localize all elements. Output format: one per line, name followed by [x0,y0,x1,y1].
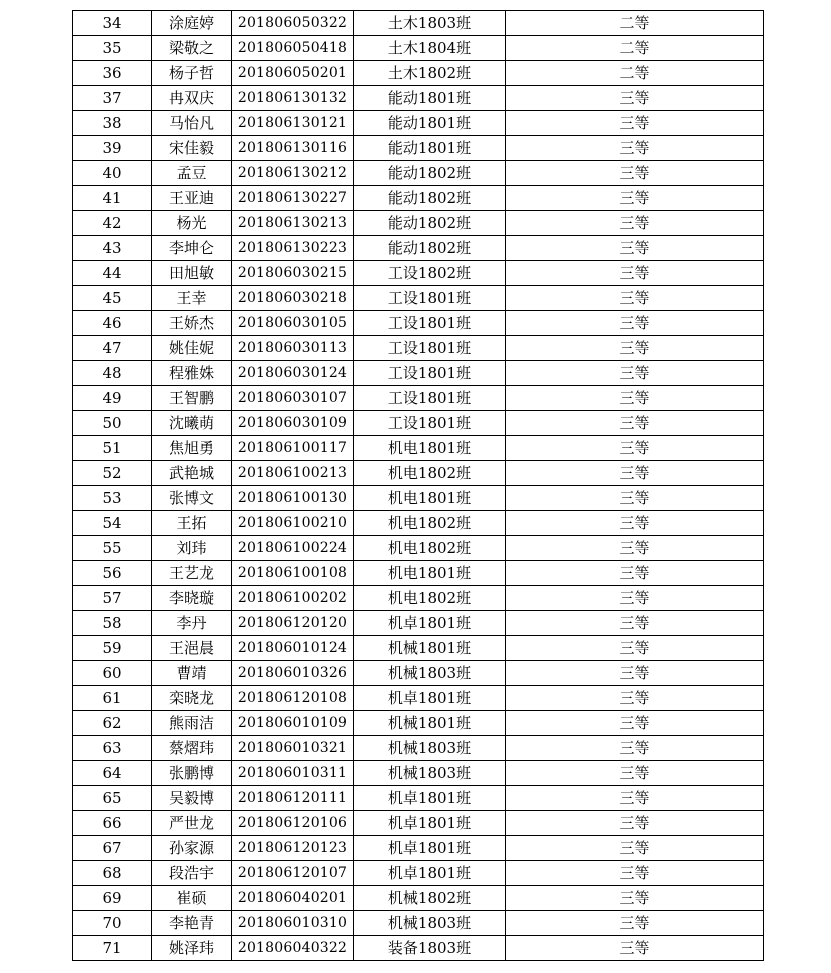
row-number-cell: 53 [73,486,152,511]
student-id-cell: 201806050201 [232,61,354,86]
student-name-cell: 焦旭勇 [152,436,232,461]
award-level-cell: 三等 [506,861,764,886]
row-number-cell: 42 [73,211,152,236]
row-number-cell: 55 [73,536,152,561]
student-id-cell: 201806130121 [232,111,354,136]
student-name-cell: 蔡熠玮 [152,736,232,761]
student-id-cell: 201806130223 [232,236,354,261]
award-level-cell: 三等 [506,111,764,136]
table-row [73,261,764,286]
class-name-cell: 能动1801班 [354,111,506,136]
award-level-cell: 三等 [506,161,764,186]
class-name-cell: 机卓1801班 [354,611,506,636]
student-id-cell: 201806100117 [232,436,354,461]
row-number-cell: 40 [73,161,152,186]
class-name-cell: 机电1801班 [354,561,506,586]
row-number-cell: 61 [73,686,152,711]
student-name-cell: 宋佳毅 [152,136,232,161]
class-name-cell: 能动1801班 [354,136,506,161]
award-level-cell: 三等 [506,911,764,936]
table-row [73,861,764,886]
award-level-cell: 二等 [506,36,764,61]
student-name-cell: 田旭敏 [152,261,232,286]
award-level-cell: 三等 [506,286,764,311]
student-id-cell: 201806010124 [232,636,354,661]
student-id-cell: 201806030218 [232,286,354,311]
student-id-cell: 201806030124 [232,361,354,386]
award-level-cell: 三等 [506,786,764,811]
row-number-cell: 65 [73,786,152,811]
award-level-cell: 三等 [506,336,764,361]
student-id-cell: 201806100130 [232,486,354,511]
table-row [73,786,764,811]
table-row [73,711,764,736]
award-level-cell: 三等 [506,661,764,686]
table-row [73,586,764,611]
class-name-cell: 机械1801班 [354,711,506,736]
award-level-cell: 三等 [506,486,764,511]
class-name-cell: 机械1803班 [354,661,506,686]
student-id-cell: 201806050418 [232,36,354,61]
student-id-cell: 201806050322 [232,11,354,36]
table-row [73,411,764,436]
class-name-cell: 机电1801班 [354,436,506,461]
table-row [73,761,764,786]
student-name-cell: 姚佳妮 [152,336,232,361]
table-row [73,736,764,761]
award-level-cell: 三等 [506,811,764,836]
class-name-cell: 机械1803班 [354,911,506,936]
class-name-cell: 工设1801班 [354,361,506,386]
class-name-cell: 工设1801班 [354,311,506,336]
award-level-cell: 三等 [506,186,764,211]
award-level-cell: 三等 [506,361,764,386]
table-row [73,36,764,61]
row-number-cell: 46 [73,311,152,336]
table-row [73,661,764,686]
row-number-cell: 38 [73,111,152,136]
table-row [73,11,764,36]
award-level-cell: 三等 [506,136,764,161]
class-name-cell: 机电1801班 [354,486,506,511]
row-number-cell: 57 [73,586,152,611]
class-name-cell: 装备1803班 [354,936,506,961]
student-name-cell: 王艺龙 [152,561,232,586]
class-name-cell: 工设1801班 [354,336,506,361]
student-name-cell: 张鹏博 [152,761,232,786]
student-name-cell: 武艳城 [152,461,232,486]
class-name-cell: 机卓1801班 [354,786,506,811]
table-row [73,436,764,461]
student-name-cell: 王智鹏 [152,386,232,411]
student-name-cell: 王亚迪 [152,186,232,211]
student-id-cell: 201806120111 [232,786,354,811]
class-name-cell: 机电1802班 [354,586,506,611]
row-number-cell: 52 [73,461,152,486]
row-number-cell: 54 [73,511,152,536]
row-number-cell: 50 [73,411,152,436]
student-name-cell: 栾晓龙 [152,686,232,711]
student-name-cell: 段浩宇 [152,861,232,886]
award-level-cell: 三等 [506,636,764,661]
table-row [73,461,764,486]
student-name-cell: 梁敬之 [152,36,232,61]
table-row [73,361,764,386]
row-number-cell: 41 [73,186,152,211]
award-level-cell: 三等 [506,86,764,111]
student-id-cell: 201806010321 [232,736,354,761]
award-level-cell: 三等 [506,511,764,536]
row-number-cell: 39 [73,136,152,161]
student-id-cell: 201806120108 [232,686,354,711]
award-level-cell: 三等 [506,886,764,911]
row-number-cell: 36 [73,61,152,86]
class-name-cell: 能动1801班 [354,86,506,111]
table-row [73,486,764,511]
table-row [73,936,764,961]
student-id-cell: 201806010310 [232,911,354,936]
row-number-cell: 60 [73,661,152,686]
student-name-cell: 吴毅博 [152,786,232,811]
award-level-cell: 二等 [506,11,764,36]
table-row [73,336,764,361]
student-name-cell: 王拓 [152,511,232,536]
student-name-cell: 严世龙 [152,811,232,836]
class-name-cell: 机电1802班 [354,511,506,536]
table-row [73,886,764,911]
table-row [73,511,764,536]
class-name-cell: 机卓1801班 [354,686,506,711]
student-id-cell: 201806130212 [232,161,354,186]
student-id-cell: 201806030105 [232,311,354,336]
student-name-cell: 李晓璇 [152,586,232,611]
student-name-cell: 孙家源 [152,836,232,861]
award-level-cell: 三等 [506,936,764,961]
student-id-cell: 201806130116 [232,136,354,161]
table-row [73,811,764,836]
student-name-cell: 王浥晨 [152,636,232,661]
row-number-cell: 70 [73,911,152,936]
row-number-cell: 48 [73,361,152,386]
row-number-cell: 68 [73,861,152,886]
student-name-cell: 程雅姝 [152,361,232,386]
class-name-cell: 土木1803班 [354,11,506,36]
student-name-cell: 张博文 [152,486,232,511]
award-roster-body [73,11,764,961]
student-id-cell: 201806030107 [232,386,354,411]
table-row [73,286,764,311]
class-name-cell: 机卓1801班 [354,836,506,861]
row-number-cell: 71 [73,936,152,961]
student-name-cell: 杨子哲 [152,61,232,86]
table-row [73,86,764,111]
student-id-cell: 201806010326 [232,661,354,686]
award-level-cell: 三等 [506,211,764,236]
class-name-cell: 机械1801班 [354,636,506,661]
row-number-cell: 62 [73,711,152,736]
student-id-cell: 201806010311 [232,761,354,786]
student-name-cell: 熊雨洁 [152,711,232,736]
student-name-cell: 杨光 [152,211,232,236]
award-level-cell: 三等 [506,836,764,861]
student-name-cell: 刘玮 [152,536,232,561]
class-name-cell: 能动1802班 [354,161,506,186]
table-row [73,236,764,261]
table-row [73,686,764,711]
table-row [73,386,764,411]
student-name-cell: 冉双庆 [152,86,232,111]
award-level-cell: 三等 [506,611,764,636]
table-row [73,186,764,211]
student-name-cell: 马怡凡 [152,111,232,136]
student-id-cell: 201806130132 [232,86,354,111]
table-row [73,311,764,336]
student-name-cell: 姚泽玮 [152,936,232,961]
student-id-cell: 201806100213 [232,461,354,486]
student-name-cell: 涂庭婷 [152,11,232,36]
class-name-cell: 工设1802班 [354,261,506,286]
row-number-cell: 66 [73,811,152,836]
table-row [73,561,764,586]
row-number-cell: 44 [73,261,152,286]
student-id-cell: 201806130227 [232,186,354,211]
student-id-cell: 201806040201 [232,886,354,911]
student-id-cell: 201806100108 [232,561,354,586]
student-id-cell: 201806120106 [232,811,354,836]
table-row [73,836,764,861]
table-row [73,636,764,661]
row-number-cell: 58 [73,611,152,636]
table-row [73,161,764,186]
award-level-cell: 三等 [506,561,764,586]
row-number-cell: 49 [73,386,152,411]
award-level-cell: 三等 [506,736,764,761]
student-id-cell: 201806120120 [232,611,354,636]
student-name-cell: 曹靖 [152,661,232,686]
row-number-cell: 67 [73,836,152,861]
row-number-cell: 43 [73,236,152,261]
row-number-cell: 35 [73,36,152,61]
student-id-cell: 201806040322 [232,936,354,961]
student-name-cell: 王幸 [152,286,232,311]
award-roster-table [72,10,764,961]
award-level-cell: 三等 [506,236,764,261]
table-row [73,111,764,136]
class-name-cell: 机电1802班 [354,536,506,561]
award-level-cell: 三等 [506,411,764,436]
class-name-cell: 土木1804班 [354,36,506,61]
student-id-cell: 201806010109 [232,711,354,736]
student-id-cell: 201806030215 [232,261,354,286]
student-id-cell: 201806120123 [232,836,354,861]
class-name-cell: 机械1803班 [354,761,506,786]
class-name-cell: 土木1802班 [354,61,506,86]
student-name-cell: 李丹 [152,611,232,636]
student-id-cell: 201806100224 [232,536,354,561]
class-name-cell: 工设1801班 [354,286,506,311]
row-number-cell: 47 [73,336,152,361]
award-level-cell: 三等 [506,311,764,336]
award-level-cell: 三等 [506,386,764,411]
award-level-cell: 三等 [506,686,764,711]
student-name-cell: 沈曦萌 [152,411,232,436]
class-name-cell: 工设1801班 [354,386,506,411]
student-name-cell: 王娇杰 [152,311,232,336]
class-name-cell: 机械1803班 [354,736,506,761]
student-id-cell: 201806030109 [232,411,354,436]
class-name-cell: 能动1802班 [354,186,506,211]
class-name-cell: 能动1802班 [354,236,506,261]
student-name-cell: 李艳青 [152,911,232,936]
table-row [73,61,764,86]
table-row [73,536,764,561]
row-number-cell: 63 [73,736,152,761]
class-name-cell: 能动1802班 [354,211,506,236]
award-level-cell: 三等 [506,436,764,461]
row-number-cell: 69 [73,886,152,911]
award-level-cell: 三等 [506,586,764,611]
class-name-cell: 机电1802班 [354,461,506,486]
class-name-cell: 机械1802班 [354,886,506,911]
award-level-cell: 三等 [506,461,764,486]
table-row [73,211,764,236]
class-name-cell: 机卓1801班 [354,811,506,836]
row-number-cell: 51 [73,436,152,461]
student-id-cell: 201806100210 [232,511,354,536]
award-level-cell: 三等 [506,761,764,786]
row-number-cell: 45 [73,286,152,311]
award-level-cell: 三等 [506,536,764,561]
student-id-cell: 201806030113 [232,336,354,361]
student-name-cell: 李坤仑 [152,236,232,261]
class-name-cell: 工设1801班 [354,411,506,436]
row-number-cell: 64 [73,761,152,786]
award-level-cell: 三等 [506,711,764,736]
row-number-cell: 37 [73,86,152,111]
row-number-cell: 56 [73,561,152,586]
table-row [73,136,764,161]
student-id-cell: 201806130213 [232,211,354,236]
row-number-cell: 34 [73,11,152,36]
table-row [73,911,764,936]
row-number-cell: 59 [73,636,152,661]
student-id-cell: 201806120107 [232,861,354,886]
student-name-cell: 孟豆 [152,161,232,186]
student-name-cell: 崔硕 [152,886,232,911]
award-level-cell: 三等 [506,261,764,286]
student-id-cell: 201806100202 [232,586,354,611]
class-name-cell: 机卓1801班 [354,861,506,886]
award-level-cell: 二等 [506,61,764,86]
table-row [73,611,764,636]
